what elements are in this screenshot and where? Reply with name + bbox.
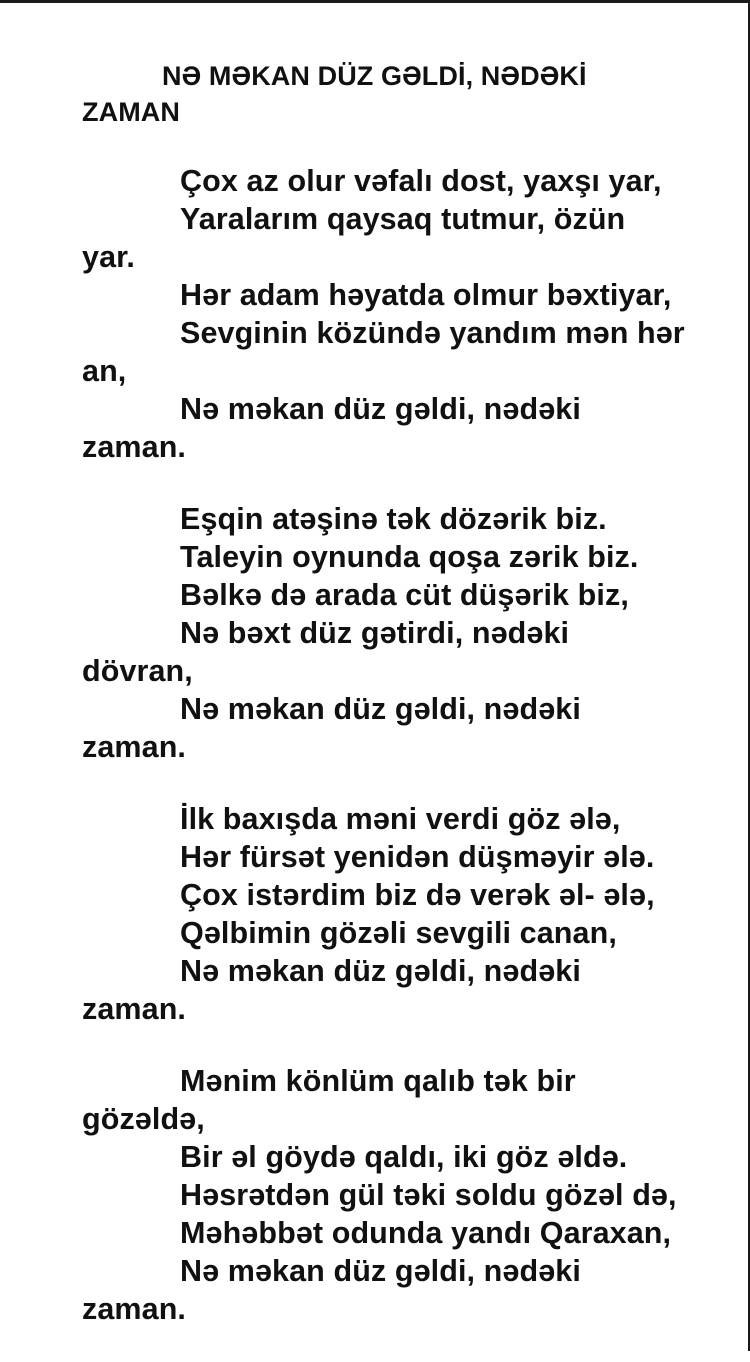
poem-line: Nə bəxt düz gətirdi, nədəki dövran, [82,616,570,688]
poem-line: İlk baxışda məni verdi göz ələ, [180,802,621,836]
poem-title: NƏ MƏKAN DÜZ GƏLDİ, NƏDƏKİ ZAMAN [82,61,587,127]
poem-line: Nə məkan düz gəldi, nədəki zaman. [82,954,581,1026]
stanza-2 [82,500,722,766]
poem-line: Hər fürsət yenidən düşməyir ələ. [180,840,655,874]
top-border [0,0,750,3]
poem-line: Nə məkan düz gəldi, nədəki zaman. [82,392,581,464]
poem-line: Eşqin atəşinə tək dözərik biz. [180,502,607,536]
poem-document [82,58,722,1362]
poem-line: Nə məkan düz gəldi, nədəki zaman. [82,1254,581,1326]
stanza-3 [82,800,722,1028]
poem-line: Mənim könlüm qalıb tək bir gözəldə, [82,1064,576,1136]
stanza-4 [82,1062,722,1328]
poem-line: Hər adam həyatda olmur bəxtiyar, [180,278,672,312]
poem-line: Taleyin oynunda qoşa zərik biz. [180,540,639,574]
poem-line: Sevginin közündə yandım mən hər an, [82,316,685,388]
poem-line: Çox istərdim biz də verək əl- ələ, [180,878,655,912]
poem-line: Çox az olur vəfalı dost, yaxşı yar, [180,164,662,198]
poem-line: Yaralarım qaysaq tutmur, özün yar. [82,202,626,274]
poem-line: Həsrətdən gül təki soldu gözəl də, [180,1178,677,1212]
poem-line: Məhəbbət odunda yandı Qaraxan, [180,1216,672,1250]
stanza-1 [82,162,722,466]
poem-line: Qəlbimin gözəli sevgili canan, [180,916,617,950]
poem-line: Bir əl göydə qaldı, iki göz əldə. [180,1140,628,1174]
poem-line: Bəlkə də arada cüt düşərik biz, [180,578,629,612]
poem-line: Nə məkan düz gəldi, nədəki zaman. [82,692,581,764]
